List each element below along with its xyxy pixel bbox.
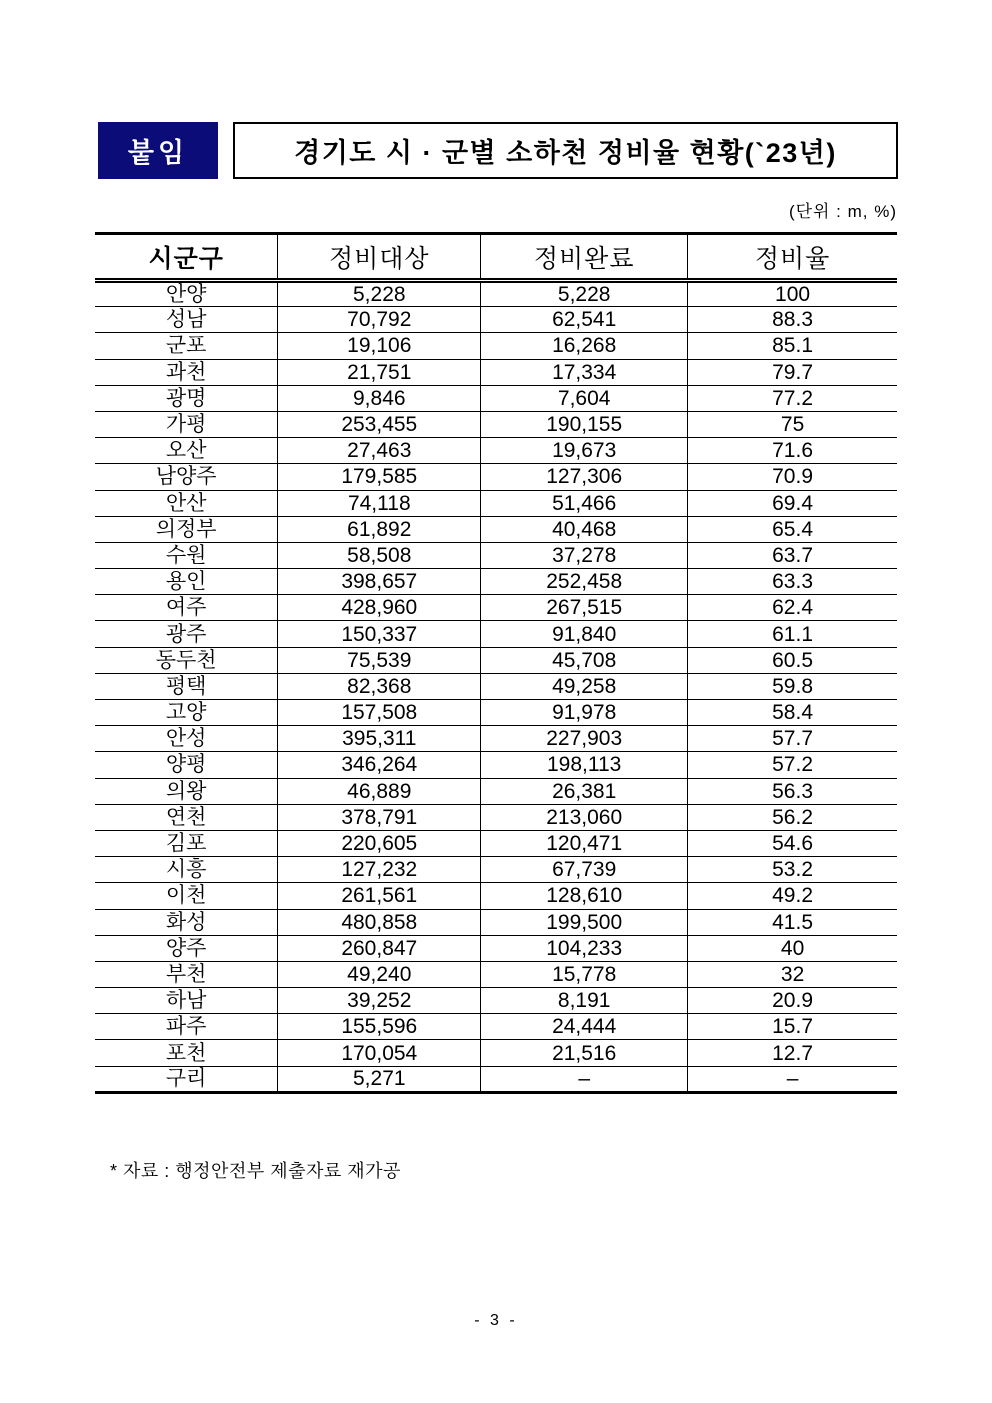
value-cell: 27,463 — [278, 438, 481, 464]
table-header-row — [95, 234, 897, 281]
value-cell: 77.2 — [688, 385, 897, 411]
city-name-cell: 의정부 — [95, 516, 278, 542]
value-cell: 45,708 — [481, 647, 688, 673]
value-cell: 49,258 — [481, 673, 688, 699]
column-header-2: 정비대상 — [278, 234, 481, 281]
table-row — [95, 935, 897, 961]
value-cell: 62.4 — [688, 595, 897, 621]
city-name-cell: 포천 — [95, 1040, 278, 1066]
value-cell: 49,240 — [278, 961, 481, 987]
value-cell: 71.6 — [688, 438, 897, 464]
value-cell: 41.5 — [688, 909, 897, 935]
table-row — [95, 752, 897, 778]
value-cell: 26,381 — [481, 778, 688, 804]
city-name-cell: 양평 — [95, 752, 278, 778]
city-name-cell: 성남 — [95, 307, 278, 333]
value-cell: 346,264 — [278, 752, 481, 778]
value-cell: 5,271 — [278, 1066, 481, 1092]
city-name-cell: 안양 — [165, 283, 207, 307]
value-cell: 56.3 — [688, 778, 897, 804]
value-cell: 46,889 — [278, 778, 481, 804]
value-cell: 51,466 — [481, 490, 688, 516]
value-cell: 220,605 — [278, 830, 481, 856]
city-name-cell: 시흥 — [95, 857, 278, 883]
value-cell: 57.2 — [688, 752, 897, 778]
value-cell: 398,657 — [278, 569, 481, 595]
value-cell: 56.2 — [688, 804, 897, 830]
table-row — [95, 569, 897, 595]
value-cell: 213,060 — [481, 804, 688, 830]
value-cell: 20.9 — [688, 988, 897, 1014]
value-cell: 88.3 — [688, 307, 897, 333]
maintenance-rate-table — [95, 232, 897, 1094]
table-row — [95, 438, 897, 464]
city-name-cell: 광주 — [95, 621, 278, 647]
table-row — [95, 1014, 897, 1040]
city-name-cell: 파주 — [95, 1014, 278, 1040]
page-number: - 3 - — [474, 1312, 518, 1329]
value-cell: 39,252 — [278, 988, 481, 1014]
value-cell: 74,118 — [278, 490, 481, 516]
table-row — [95, 281, 897, 307]
table-row — [95, 804, 897, 830]
city-name-cell: 부천 — [95, 961, 278, 987]
city-name-cell: 동두천 — [95, 647, 278, 673]
value-cell: 155,596 — [278, 1014, 481, 1040]
table-container — [95, 232, 897, 1094]
table-row — [95, 516, 897, 542]
city-name-cell: 양주 — [95, 935, 278, 961]
value-cell: 8,191 — [481, 988, 688, 1014]
table-row — [95, 411, 897, 437]
value-cell: 63.7 — [688, 542, 897, 568]
value-cell: 70,792 — [278, 307, 481, 333]
city-name-cell: 이천 — [95, 883, 278, 909]
value-cell: 15,778 — [481, 961, 688, 987]
value-cell: 120,471 — [481, 830, 688, 856]
city-name-cell: 화성 — [95, 909, 278, 935]
value-cell: 62,541 — [481, 307, 688, 333]
value-cell: 91,978 — [481, 700, 688, 726]
value-cell: 19,673 — [481, 438, 688, 464]
value-cell: 19,106 — [278, 333, 481, 359]
value-cell: 378,791 — [278, 804, 481, 830]
value-cell: 198,113 — [481, 752, 688, 778]
table-row — [95, 333, 897, 359]
table-row — [95, 857, 897, 883]
value-cell: 75,539 — [278, 647, 481, 673]
value-cell: 127,232 — [278, 857, 481, 883]
table-row — [95, 961, 897, 987]
table-header — [95, 234, 897, 281]
value-cell: 267,515 — [481, 595, 688, 621]
value-cell: 59.8 — [688, 673, 897, 699]
value-cell: 227,903 — [481, 726, 688, 752]
value-cell: 65.4 — [688, 516, 897, 542]
value-cell: 480,858 — [278, 909, 481, 935]
value-cell: 170,054 — [278, 1040, 481, 1066]
value-cell: 190,155 — [481, 411, 688, 437]
value-cell: 127,306 — [481, 464, 688, 490]
value-cell: 37,278 — [481, 542, 688, 568]
value-cell: 21,751 — [278, 359, 481, 385]
value-cell: 9,846 — [278, 385, 481, 411]
value-cell: 157,508 — [278, 700, 481, 726]
value-cell: 260,847 — [278, 935, 481, 961]
table-row — [95, 385, 897, 411]
value-cell: 16,268 — [481, 333, 688, 359]
value-cell: 261,561 — [278, 883, 481, 909]
city-name-cell: 의왕 — [95, 778, 278, 804]
table-row — [95, 700, 897, 726]
value-cell: – — [481, 1066, 688, 1092]
value-cell: 63.3 — [688, 569, 897, 595]
badge-title-gap — [218, 122, 233, 179]
column-header-3: 정비완료 — [481, 234, 688, 281]
value-cell: 252,458 — [481, 569, 688, 595]
column-header-4: 정비율 — [688, 234, 897, 281]
value-cell: 128,610 — [481, 883, 688, 909]
table-row — [95, 988, 897, 1014]
value-cell: 24,444 — [481, 1014, 688, 1040]
value-cell: 199,500 — [481, 909, 688, 935]
city-name-cell: 군포 — [95, 333, 278, 359]
table-row — [95, 542, 897, 568]
city-name-cell: 연천 — [95, 804, 278, 830]
column-header-1: 시군구 — [95, 234, 278, 281]
value-cell: 7,604 — [481, 385, 688, 411]
table-body — [95, 281, 897, 1093]
city-name-cell: 구리 — [95, 1066, 278, 1092]
table-row — [95, 883, 897, 909]
value-cell: 58,508 — [278, 542, 481, 568]
value-cell: 104,233 — [481, 935, 688, 961]
unit-note: (단위 : m, %) — [788, 202, 897, 221]
value-cell: 79.7 — [688, 359, 897, 385]
value-cell: 53.2 — [688, 857, 897, 883]
city-name-cell: 과천 — [95, 359, 278, 385]
city-name-cell: 고양 — [95, 700, 278, 726]
table-row — [95, 1040, 897, 1066]
value-cell: 54.6 — [688, 830, 897, 856]
document-header — [98, 122, 898, 179]
source-footnote: * 자료 : 행정안전부 제출자료 재가공 — [110, 1161, 401, 1181]
table-row — [95, 621, 897, 647]
table-row — [95, 595, 897, 621]
value-cell: 150,337 — [278, 621, 481, 647]
city-name-cell: 수원 — [95, 542, 278, 568]
value-cell: 5,228 — [481, 281, 688, 307]
value-cell: 49.2 — [688, 883, 897, 909]
city-name-cell: 가평 — [95, 411, 278, 437]
city-name-cell: 오산 — [95, 438, 278, 464]
value-cell: – — [688, 1066, 897, 1092]
value-cell: 91,840 — [481, 621, 688, 647]
value-cell: 70.9 — [688, 464, 897, 490]
value-cell: 5,228 — [278, 281, 481, 307]
value-cell: 17,334 — [481, 359, 688, 385]
table-row — [95, 464, 897, 490]
value-cell: 12.7 — [688, 1040, 897, 1066]
value-cell: 61.1 — [688, 621, 897, 647]
table-row — [95, 307, 897, 333]
value-cell: 69.4 — [688, 490, 897, 516]
value-cell: 32 — [688, 961, 897, 987]
value-cell: 85.1 — [688, 333, 897, 359]
city-name-cell: 용인 — [95, 569, 278, 595]
city-name-cell: 안산 — [95, 490, 278, 516]
table-row — [95, 1066, 897, 1092]
value-cell: 58.4 — [688, 700, 897, 726]
value-cell: 61,892 — [278, 516, 481, 542]
table-row — [95, 490, 897, 516]
value-cell: 428,960 — [278, 595, 481, 621]
value-cell: 40,468 — [481, 516, 688, 542]
table-row — [95, 830, 897, 856]
value-cell: 57.7 — [688, 726, 897, 752]
value-cell: 253,455 — [278, 411, 481, 437]
value-cell: 82,368 — [278, 673, 481, 699]
value-cell: 60.5 — [688, 647, 897, 673]
city-name-cell: 평택 — [95, 673, 278, 699]
value-cell: 40 — [688, 935, 897, 961]
table-row — [95, 778, 897, 804]
city-name-cell: 광명 — [95, 385, 278, 411]
table-row — [95, 647, 897, 673]
city-name-cell: 남양주 — [95, 464, 278, 490]
value-cell: 21,516 — [481, 1040, 688, 1066]
city-name-cell: 김포 — [95, 830, 278, 856]
table-row — [95, 673, 897, 699]
page-title: 경기도 시 · 군별 소하천 정비율 현황(`23년) — [233, 122, 898, 179]
value-cell: 15.7 — [688, 1014, 897, 1040]
table-row — [95, 909, 897, 935]
city-name-cell: 하남 — [95, 988, 278, 1014]
value-cell: 179,585 — [278, 464, 481, 490]
table-row — [95, 359, 897, 385]
value-cell: 395,311 — [278, 726, 481, 752]
table-row — [95, 726, 897, 752]
value-cell: 67,739 — [481, 857, 688, 883]
value-cell: 75 — [688, 411, 897, 437]
value-cell: 100 — [688, 281, 897, 307]
city-name-cell: 여주 — [95, 595, 278, 621]
attachment-badge: 붙임 — [98, 122, 218, 179]
city-name-cell: 안성 — [95, 726, 278, 752]
